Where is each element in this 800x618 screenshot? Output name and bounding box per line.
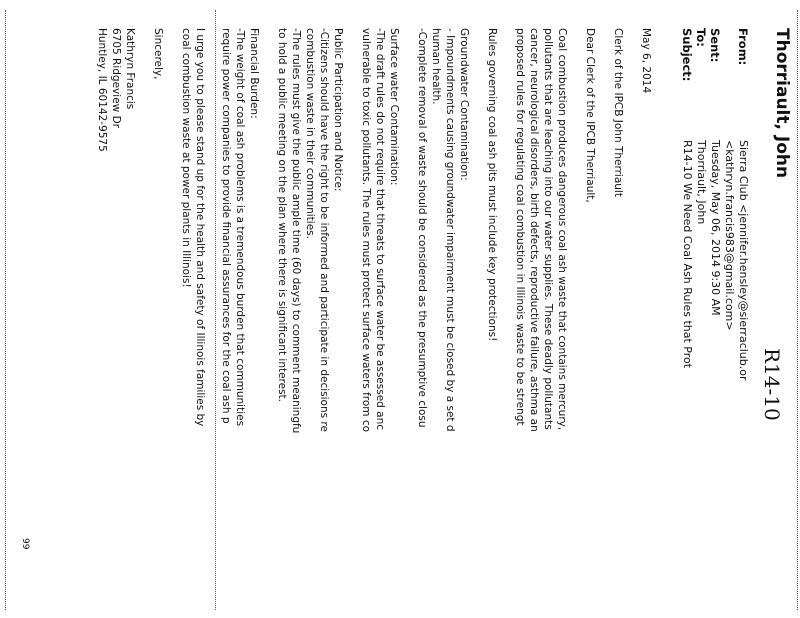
subject-label: Subject: bbox=[680, 28, 694, 82]
participation-line: combustion waste in their communities. bbox=[304, 28, 316, 239]
author-name: Thorriault, John bbox=[772, 28, 792, 179]
sent-label: Sent: bbox=[708, 28, 722, 63]
financial-line: -The weight of coal ash problems is a tremendous burden that communities bbox=[234, 28, 246, 427]
letter-recipient: Clerk of the IPCB John Therriault bbox=[612, 28, 624, 197]
closing-line: coal combustion waste at power plants in Illinois! bbox=[180, 28, 192, 288]
letter-date: May 6, 2014 bbox=[640, 28, 652, 94]
letter-salutation: Dear Clerk of the IPCB Therriault, bbox=[584, 28, 596, 203]
signer-name: Kathryn Francis bbox=[124, 28, 136, 110]
from-email: <kathryn.francis983@gmail.com> bbox=[723, 140, 736, 331]
surface-water-heading: Surface water Contamination: bbox=[388, 28, 400, 186]
sent-value: Tuesday, May 06, 2014 9:30 AM bbox=[709, 140, 722, 316]
document-number: R14-10 bbox=[760, 348, 784, 421]
groundwater-line: human health. bbox=[430, 28, 442, 105]
signoff: Sincerely, bbox=[152, 28, 164, 80]
signer-address: Huntley, IL 60142-9575 bbox=[96, 28, 108, 152]
intro-line: Coal combustion produces dangerous coal ash waste that contains mercury, bbox=[556, 28, 568, 431]
from-label: From: bbox=[736, 28, 750, 66]
signer-address: 6705 Ridgeview Dr bbox=[110, 28, 122, 128]
scan-edge-line bbox=[5, 10, 6, 610]
participation-line: -The rules must give the public ample time (60 days) to comment meaningfu bbox=[290, 28, 302, 434]
closing-line: I urge you to please stand up for the health and safety of Illinois families by bbox=[194, 28, 206, 427]
to-label: To: bbox=[694, 28, 708, 47]
intro-line: proposed rules for regulating coal combustion in Illinois waste to be strengt bbox=[514, 28, 526, 426]
participation-heading: Public Participation and Notice: bbox=[332, 28, 344, 192]
financial-line: require power companies to provide financial assurances for the coal ash p bbox=[220, 28, 232, 424]
scan-line bbox=[215, 10, 216, 610]
groundwater-line: -Complete removal of waste should be considered as the presumptive closu bbox=[416, 28, 428, 428]
intro-line: pollutants that are leaching into our water supplies. These deadly pollutants bbox=[542, 28, 554, 430]
financial-heading: Financial Burden: bbox=[248, 28, 260, 119]
groundwater-line: - Impoundments causing groundwater impairment must be closed by a set d bbox=[444, 28, 456, 432]
participation-line: to hold a public meeting on the plan where there is significant interest. bbox=[276, 28, 288, 403]
groundwater-heading: Groundwater Contamination: bbox=[458, 28, 470, 181]
to-value: Thorriault, John bbox=[695, 140, 708, 225]
participation-line: -Citizens should have the right to be informed and participate in decisions re bbox=[318, 28, 330, 432]
intro-line: cancer, neurological disorders, birth defects, reproductive failure, asthma an bbox=[528, 28, 540, 432]
page-number: 99 bbox=[20, 538, 30, 550]
subject-value: R14-10 We Need Coal Ash Rules that Prot bbox=[681, 140, 694, 369]
surface-water-line: vulnerable to toxic pollutants. The rules must protect surface waters from co bbox=[360, 28, 372, 433]
scan-edge-line bbox=[797, 10, 798, 610]
key-protections-line: Rules governing coal ash pits must include key protections! bbox=[486, 28, 498, 342]
from-value: Sierra Club <jennifer.hensley@sierraclub.or bbox=[737, 140, 750, 381]
surface-water-line: -The draft rules do not require that threats to surface water be assessed anc bbox=[374, 28, 386, 431]
